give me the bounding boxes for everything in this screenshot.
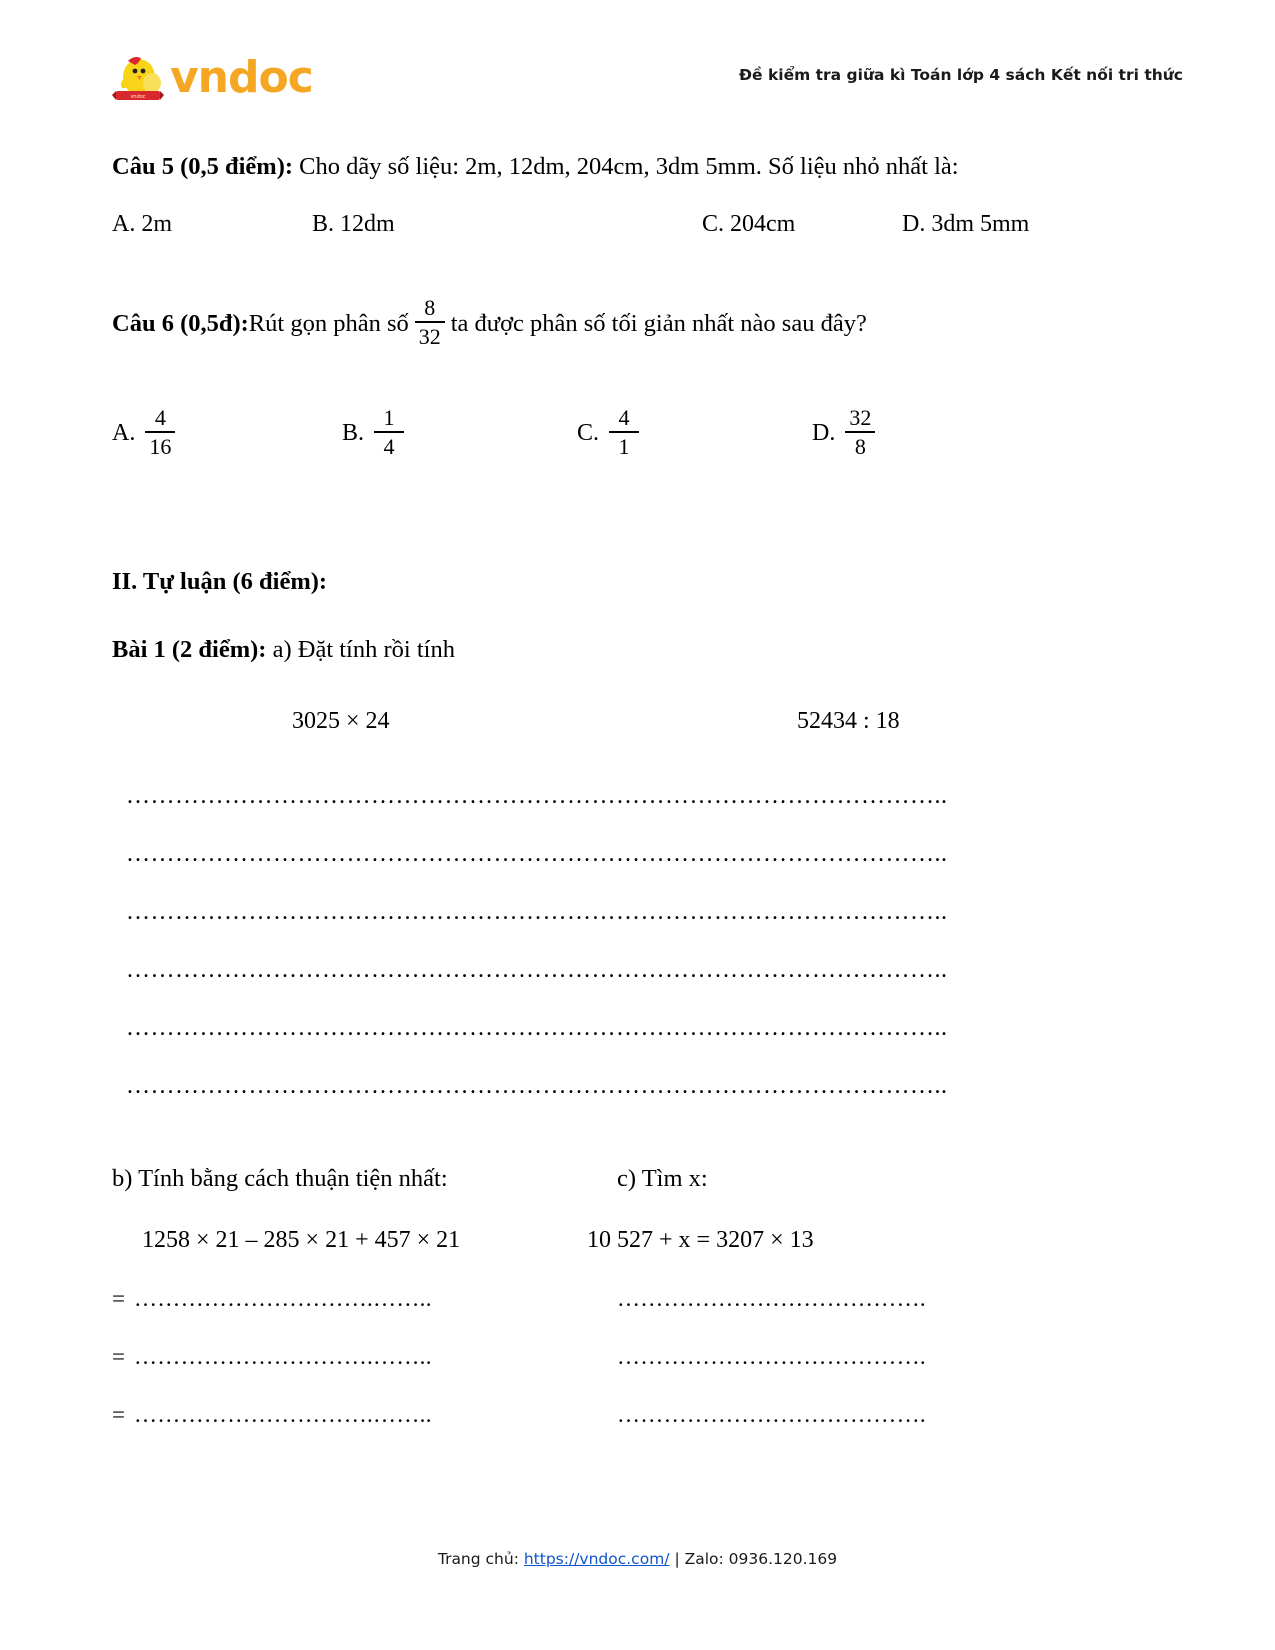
fraction-bar (415, 321, 445, 323)
option-b[interactable] (342, 404, 577, 460)
part-b-label: b) Tính bằng cách thuận tiện nhất: (112, 1164, 448, 1192)
document-content (112, 150, 1112, 1428)
option-c[interactable] (577, 404, 812, 460)
parts-bc-expressions (112, 1227, 1112, 1254)
answer-line[interactable]: ……………………………………………………………………………………….. (126, 898, 948, 925)
section-2-heading: II. Tự luận (6 điểm): (112, 567, 328, 595)
option-b[interactable] (312, 211, 702, 238)
question-6-label: Câu 6 (0,5đ): (112, 309, 249, 337)
page-header (0, 48, 1275, 110)
option-c-value: 204cm (730, 211, 796, 238)
bai-1-calculations (112, 708, 1112, 735)
fraction-denominator: 32 (418, 323, 441, 349)
answer-line[interactable]: ……………………………………………………………………………………….. (126, 1072, 948, 1099)
fraction-denominator: 4 (383, 433, 395, 459)
option-a-value: 2m (141, 211, 173, 238)
answer-lines-block (112, 783, 1112, 1103)
dotted-answer: ………………………….…….. (134, 1285, 432, 1311)
calculation-2: 52434 : 18 (797, 707, 900, 734)
option-d[interactable] (902, 211, 1102, 238)
calculation-1: 3025 × 24 (292, 707, 390, 734)
question-6-fraction (415, 296, 445, 348)
vndoc-logo[interactable] (112, 50, 313, 108)
footer-prefix: Trang chủ: (437, 1550, 524, 1568)
question-6-text-before: Rút gọn phân số (248, 309, 409, 337)
parts-bc-answer-row (112, 1402, 1112, 1428)
option-d-fraction (845, 406, 875, 458)
option-a-key: A. (112, 420, 136, 447)
part-c-answer-1[interactable] (617, 1286, 926, 1312)
option-b-key: B. (312, 211, 341, 238)
answer-line[interactable]: ……………………………………………………………………………………….. (126, 782, 948, 809)
svg-text:vndoc: vndoc (130, 94, 146, 100)
logo-wordmark: vndoc (170, 52, 313, 103)
parts-bc-headers (112, 1165, 1112, 1193)
bai-1-part-a: a) Đặt tính rồi tính (266, 635, 455, 663)
option-a[interactable] (112, 404, 342, 460)
dotted-answer: ………………………….…….. (134, 1343, 432, 1369)
fraction-denominator: 16 (149, 433, 172, 459)
question-5-label: Câu 5 (0,5 điểm): (112, 153, 294, 180)
part-c-expression: 10 527 + x = 3207 × 13 (587, 1226, 814, 1253)
dotted-answer: ………………………….…….. (134, 1401, 432, 1427)
equals-sign: = (112, 1401, 125, 1427)
answer-line[interactable]: ……………………………………………………………………………………….. (126, 1014, 948, 1041)
bai-1-label: Bài 1 (2 điểm): (112, 635, 267, 663)
option-b-fraction (374, 406, 404, 458)
fraction-bar (145, 431, 175, 433)
page-footer (0, 1550, 1275, 1568)
fraction-denominator: 1 (618, 433, 630, 459)
answer-line[interactable]: ……………………………………………………………………………………….. (126, 840, 948, 867)
question-6 (112, 295, 1112, 350)
part-b-answer-3[interactable] (112, 1402, 617, 1428)
option-a-fraction (145, 406, 175, 458)
equals-sign: = (112, 1343, 125, 1369)
fraction-numerator: 8 (424, 295, 436, 321)
chick-mascot-icon (112, 53, 168, 105)
option-b-key: B. (342, 420, 365, 447)
question-5-options (112, 211, 1112, 238)
question-6-options (112, 404, 1112, 460)
part-b-answer-2[interactable] (112, 1344, 617, 1370)
part-c-label: c) Tìm x: (617, 1164, 708, 1192)
option-c-key: C. (577, 420, 600, 447)
question-5-text: Cho dãy số liệu: 2m, 12dm, 204cm, 3dm 5mm. Số liệu nhỏ nhất là: (293, 153, 959, 180)
bai-1-line (112, 636, 1112, 664)
dotted-answer: …………………………………. (617, 1285, 926, 1311)
option-c-fraction (609, 406, 639, 458)
dotted-answer: …………………………………. (617, 1343, 926, 1369)
fraction-numerator: 1 (383, 404, 395, 430)
footer-suffix: | Zalo: 0936.120.169 (669, 1550, 838, 1568)
fraction-numerator: 4 (618, 404, 630, 430)
fraction-bar (609, 431, 639, 433)
option-c-key: C. (702, 211, 731, 238)
parts-bc-answer-row (112, 1286, 1112, 1312)
parts-bc-answer-row (112, 1344, 1112, 1370)
option-d-key: D. (902, 211, 932, 238)
header-title: Đề kiểm tra giữa kì Toán lớp 4 sách Kết nối tri thức (739, 66, 1183, 84)
option-c[interactable] (702, 211, 902, 238)
option-d-key: D. (812, 420, 836, 447)
part-b-answer-1[interactable] (112, 1286, 617, 1312)
fraction-denominator: 8 (854, 433, 866, 459)
option-d[interactable] (812, 404, 1012, 460)
question-6-text-after: ta được phân số tối giản nhất nào sau đây? (450, 309, 867, 337)
question-5 (112, 150, 1112, 183)
option-a-key: A. (112, 211, 142, 238)
equals-sign: = (112, 1285, 125, 1311)
answer-line[interactable]: ……………………………………………………………………………………….. (126, 956, 948, 983)
fraction-numerator: 32 (849, 404, 872, 430)
part-c-answer-3[interactable] (617, 1402, 926, 1428)
part-c-answer-2[interactable] (617, 1344, 926, 1370)
fraction-bar (374, 431, 404, 433)
fraction-bar (845, 431, 875, 433)
part-b-expression: 1258 × 21 – 285 × 21 + 457 × 21 (142, 1226, 461, 1253)
option-b-value: 12dm (340, 211, 395, 238)
fraction-numerator: 4 (154, 404, 166, 430)
dotted-answer: …………………………………. (617, 1401, 926, 1427)
option-a[interactable] (112, 211, 312, 238)
option-d-value: 3dm 5mm (931, 211, 1030, 238)
footer-link[interactable]: https://vndoc.com/ (523, 1550, 670, 1568)
